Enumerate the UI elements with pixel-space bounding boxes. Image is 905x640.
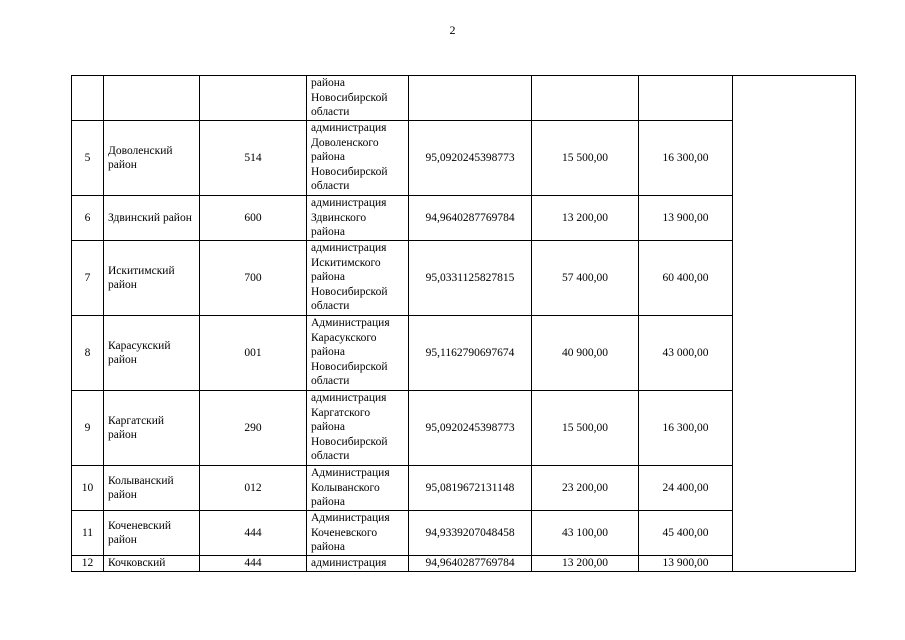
table-row xyxy=(72,76,856,121)
coefficient-cell: 94,9640287769784 xyxy=(409,556,532,572)
administration-line: района xyxy=(311,151,346,163)
administration-line: района xyxy=(311,226,346,238)
code-cell: 001 xyxy=(200,316,307,391)
administration-cell xyxy=(307,316,409,391)
code-cell: 700 xyxy=(200,241,307,316)
coefficient-cell: 95,0819672131148 xyxy=(409,466,532,511)
administration-cell xyxy=(307,196,409,241)
amount-cell-2 xyxy=(639,76,733,121)
district-name-cell: Колыванский район xyxy=(104,466,200,511)
code-cell: 012 xyxy=(200,466,307,511)
administration-line: района xyxy=(311,541,346,553)
amount-cell-2: 24 400,00 xyxy=(639,466,733,511)
row-number-cell: 8 xyxy=(72,316,104,391)
amount-cell-2: 16 300,00 xyxy=(639,391,733,466)
table-body xyxy=(72,76,856,572)
coefficient-cell: 95,0331125827815 xyxy=(409,241,532,316)
code-cell xyxy=(200,76,307,121)
administration-line: Администрация xyxy=(311,512,390,524)
district-name-cell xyxy=(104,76,200,121)
administration-line: района xyxy=(311,496,346,508)
district-name-cell: Каргатский район xyxy=(104,391,200,466)
administration-cell xyxy=(307,391,409,466)
administration-line: района xyxy=(311,271,346,283)
amount-cell-1: 15 500,00 xyxy=(532,391,639,466)
amount-cell-1: 13 200,00 xyxy=(532,196,639,241)
administration-line: Здвинского xyxy=(311,211,367,224)
district-name-cell: Карасукский район xyxy=(104,316,200,391)
code-cell: 600 xyxy=(200,196,307,241)
amount-cell-1: 57 400,00 xyxy=(532,241,639,316)
administration-line: области xyxy=(311,300,350,312)
administration-line: области xyxy=(311,106,350,118)
administration-line: Каргатского xyxy=(311,406,371,419)
administration-line: Колыванского xyxy=(311,481,380,494)
amount-cell-2: 60 400,00 xyxy=(639,241,733,316)
administration-line: администрация xyxy=(311,122,387,134)
coefficient-cell: 94,9640287769784 xyxy=(409,196,532,241)
coefficient-cell xyxy=(409,76,532,121)
administration-line: области xyxy=(311,375,350,387)
administration-line: Коченевского xyxy=(311,526,378,539)
administration-line: администрация xyxy=(311,392,387,404)
district-name-cell: Коченевский район xyxy=(104,511,200,556)
administration-line: Администрация xyxy=(311,467,390,479)
coefficient-cell: 94,9339207048458 xyxy=(409,511,532,556)
administration-line: администрация xyxy=(311,557,387,569)
administration-cell xyxy=(307,511,409,556)
administration-line: Администрация xyxy=(311,317,390,329)
amount-cell-2: 13 900,00 xyxy=(639,196,733,241)
administration-line: Новосибирской xyxy=(311,91,388,104)
row-number-cell: 7 xyxy=(72,241,104,316)
administration-cell xyxy=(307,241,409,316)
administration-line: района xyxy=(311,77,346,89)
administration-line: Новосибирской xyxy=(311,435,388,448)
administration-line: района xyxy=(311,421,346,433)
amount-cell-2: 43 000,00 xyxy=(639,316,733,391)
administration-cell xyxy=(307,76,409,121)
allocation-table xyxy=(71,75,856,572)
district-name-cell: Доволенский район xyxy=(104,121,200,196)
coefficient-cell: 95,1162790697674 xyxy=(409,316,532,391)
district-name-cell: Кочковский xyxy=(104,556,200,572)
amount-cell-1: 40 900,00 xyxy=(532,316,639,391)
administration-cell xyxy=(307,556,409,572)
administration-cell xyxy=(307,121,409,196)
row-number-cell: 12 xyxy=(72,556,104,572)
administration-line: Новосибирской xyxy=(311,165,388,178)
district-name-cell: Искитимский район xyxy=(104,241,200,316)
code-cell: 444 xyxy=(200,511,307,556)
administration-line: области xyxy=(311,180,350,192)
coefficient-cell: 95,0920245398773 xyxy=(409,121,532,196)
administration-line: Новосибирской xyxy=(311,285,388,298)
amount-cell-1: 43 100,00 xyxy=(532,511,639,556)
coefficient-cell: 95,0920245398773 xyxy=(409,391,532,466)
administration-line: района xyxy=(311,346,346,358)
code-cell: 514 xyxy=(200,121,307,196)
administration-line: администрация xyxy=(311,242,387,254)
row-number-cell: 10 xyxy=(72,466,104,511)
row-number-cell: 11 xyxy=(72,511,104,556)
administration-line: Карасукского xyxy=(311,331,377,344)
row-number-cell: 9 xyxy=(72,391,104,466)
amount-cell-1 xyxy=(532,76,639,121)
amount-cell-2: 13 900,00 xyxy=(639,556,733,572)
row-number-cell: 6 xyxy=(72,196,104,241)
amount-cell-1: 13 200,00 xyxy=(532,556,639,572)
row-number-cell: 5 xyxy=(72,121,104,196)
code-cell: 444 xyxy=(200,556,307,572)
amount-cell-2: 45 400,00 xyxy=(639,511,733,556)
page-number: 2 xyxy=(449,23,456,37)
administration-cell xyxy=(307,466,409,511)
amount-cell-1: 15 500,00 xyxy=(532,121,639,196)
amount-cell-1: 23 200,00 xyxy=(532,466,639,511)
code-cell: 290 xyxy=(200,391,307,466)
amount-cell-2: 16 300,00 xyxy=(639,121,733,196)
administration-line: администрация xyxy=(311,197,387,209)
administration-line: Доволенского xyxy=(311,136,379,149)
administration-line: Новосибирской xyxy=(311,360,388,373)
row-number-cell xyxy=(72,76,104,121)
blank-column-cell xyxy=(733,76,856,572)
administration-line: области xyxy=(311,450,350,462)
district-name-cell: Здвинский район xyxy=(104,196,200,241)
administration-line: Искитимского xyxy=(311,256,381,269)
